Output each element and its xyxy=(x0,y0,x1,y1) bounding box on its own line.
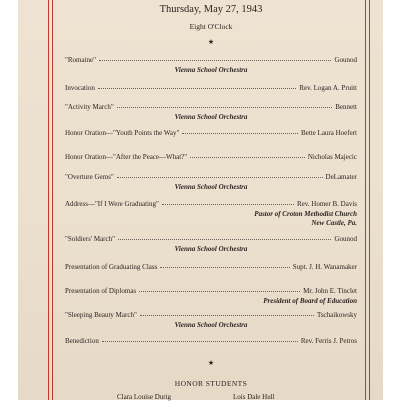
item-title: Honor Oration—"After the Peace—What?" xyxy=(65,153,188,161)
item-title: "Sleeping Beauty March" xyxy=(65,311,137,319)
item-title: "Activity March" xyxy=(65,103,114,111)
item-subtitle: President of Board of Education xyxy=(263,297,357,305)
leader-dots xyxy=(140,315,314,316)
item-title: Benediction xyxy=(65,337,99,345)
program-item-honor-oration-1 xyxy=(65,129,357,137)
program-item-address xyxy=(65,200,357,208)
item-subtitle: Vienna School Orchestra xyxy=(174,321,248,329)
left-border-line-inner xyxy=(52,0,53,400)
item-performer: Tschaikowsky xyxy=(317,311,357,319)
item-performer: Mr. John E. Tinclet xyxy=(303,287,357,295)
item-title: "Romaine" xyxy=(65,56,96,64)
star-icon: ★ xyxy=(207,359,215,367)
item-title: Presentation of Diplomas xyxy=(65,287,137,295)
honor-student: Clara Louise Durig xyxy=(117,393,172,401)
item-subtitle-location: New Castle, Pa. xyxy=(311,219,357,227)
item-performer: Gounod xyxy=(334,235,357,243)
program-item-presentation-diplomas xyxy=(65,287,357,295)
leader-dots xyxy=(182,133,298,134)
item-performer: Bennett xyxy=(335,103,357,111)
leader-dots xyxy=(117,177,323,178)
leader-dots xyxy=(99,60,331,61)
item-title: Honor Oration—"Youth Points the Way" xyxy=(65,129,180,137)
item-performer: Rev. Logan A. Pruitt xyxy=(299,84,357,92)
leader-dots xyxy=(160,267,289,268)
item-performer: DeLamater xyxy=(325,173,357,181)
leader-dots xyxy=(102,341,298,342)
item-performer: Bette Laura Hoefert xyxy=(301,129,357,137)
honor-student: Lois Dale Hull xyxy=(233,393,275,401)
program-item-activity-march xyxy=(65,103,357,111)
item-title: "Overture Gems" xyxy=(65,173,114,181)
star-icon: ★ xyxy=(207,38,215,46)
item-title: Address—"If I Were Graduating" xyxy=(65,200,159,208)
program-item-benediction xyxy=(65,337,357,345)
item-subtitle: Vienna School Orchestra xyxy=(174,66,248,74)
right-border-line-outer xyxy=(369,0,370,400)
program-item-romaine xyxy=(65,56,357,64)
item-title: "Soldiers' March" xyxy=(65,235,115,243)
item-performer: Rev. Ferris J. Petros xyxy=(300,337,357,345)
item-performer: Nicholas Majecic xyxy=(307,153,357,161)
program-page xyxy=(18,0,383,400)
item-subtitle: Vienna School Orchestra xyxy=(174,113,248,121)
leader-dots xyxy=(162,204,294,205)
right-border-line-inner xyxy=(365,0,366,400)
item-title: Invocation xyxy=(65,84,95,92)
event-date: Thursday, May 27, 1943 xyxy=(159,4,263,15)
item-performer: Rev. Homer B. Davis xyxy=(296,200,357,208)
leader-dots xyxy=(98,88,296,89)
leader-dots xyxy=(118,239,331,240)
program-item-soldiers-march xyxy=(65,235,357,243)
event-time: Eight O'Clock xyxy=(189,22,233,31)
program-item-honor-oration-2 xyxy=(65,153,357,161)
item-subtitle: Pastor of Croton Methodist Church xyxy=(254,210,357,218)
item-subtitle: Vienna School Orchestra xyxy=(174,183,248,191)
honor-students-heading: HONOR STUDENTS xyxy=(174,379,248,388)
program-item-presentation-class xyxy=(65,263,357,271)
program-item-sleeping-beauty xyxy=(65,311,357,319)
item-subtitle: Vienna School Orchestra xyxy=(174,245,248,253)
item-performer: Gounod xyxy=(334,56,357,64)
leader-dots xyxy=(117,107,333,108)
program-item-invocation xyxy=(65,84,357,92)
leader-dots xyxy=(139,291,300,292)
program-item-overture-gems xyxy=(65,173,357,181)
item-performer: Supt. J. H. Wanamaker xyxy=(292,263,357,271)
left-border-line-outer xyxy=(48,0,49,400)
leader-dots xyxy=(190,157,305,158)
item-title: Presentation of Graduating Class xyxy=(65,263,158,271)
